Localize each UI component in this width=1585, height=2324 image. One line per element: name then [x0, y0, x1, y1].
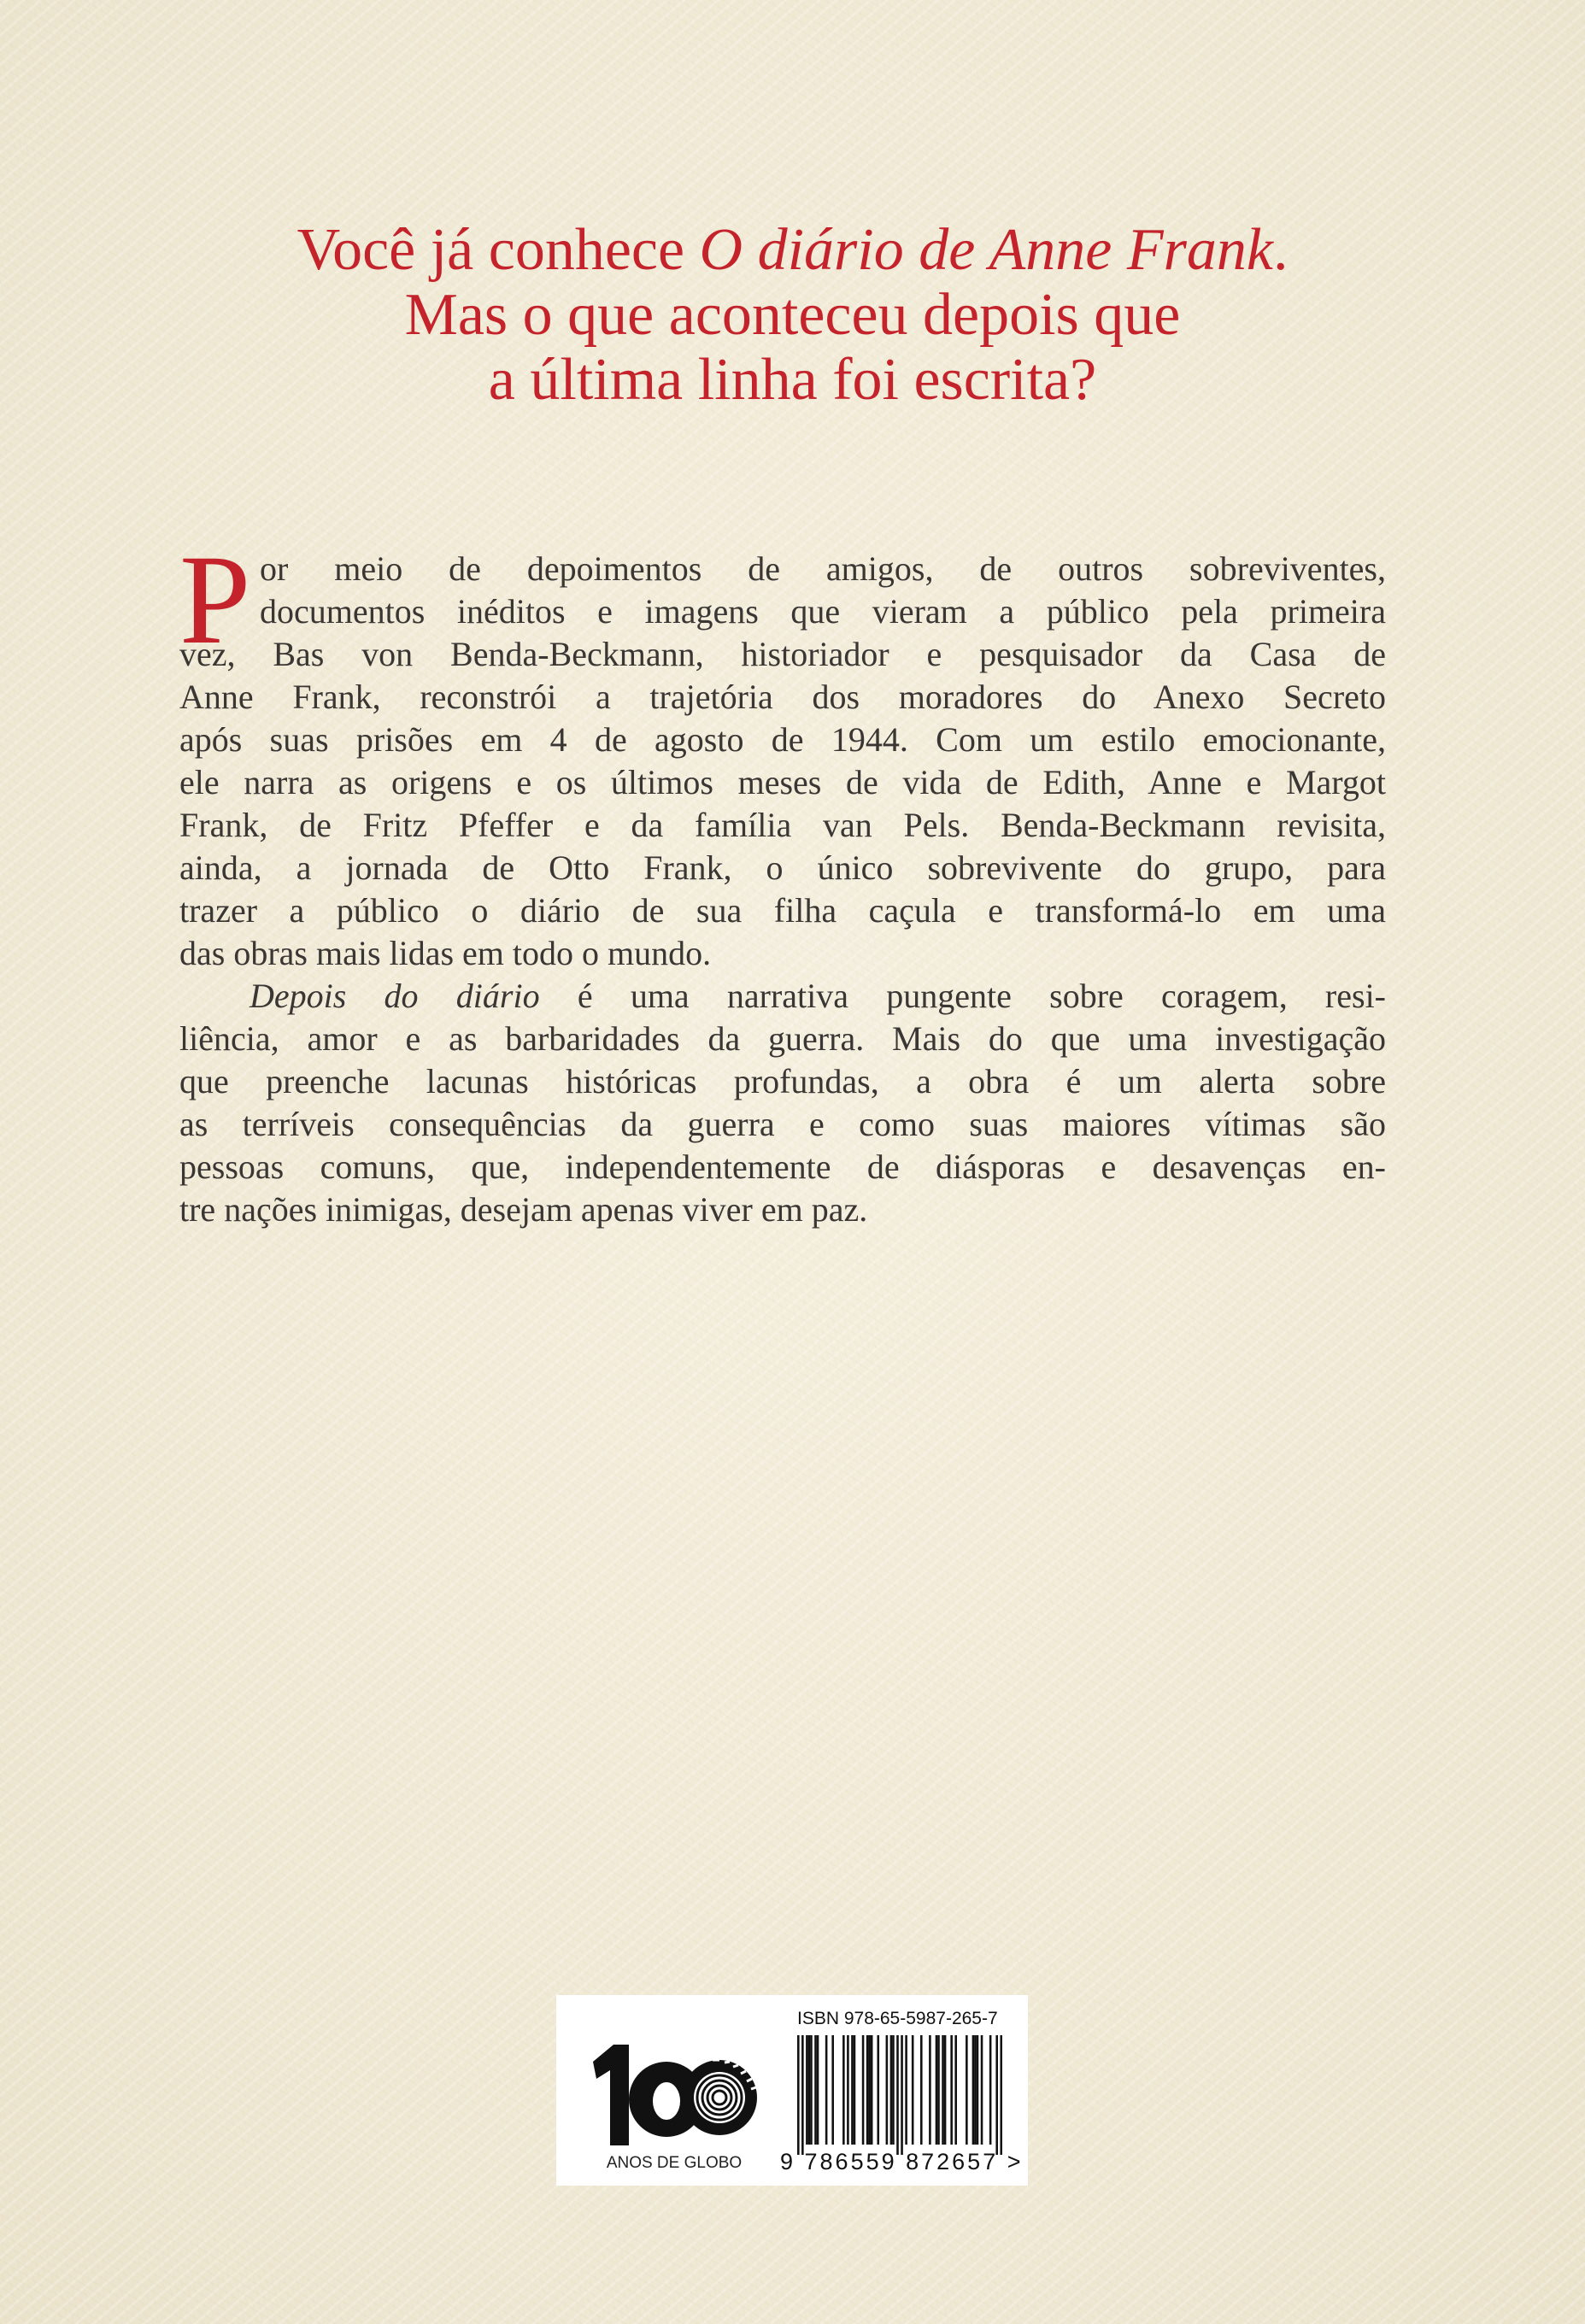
barcode-bar [801, 2035, 804, 2155]
headline-line-2: Mas o que aconteceu depois que [404, 282, 1181, 348]
barcode-bar [977, 2035, 979, 2145]
synopsis [179, 529, 1387, 1231]
barcode-bar [868, 2035, 871, 2145]
barcode-bar [954, 2035, 957, 2145]
barcode-bar [825, 2035, 828, 2145]
barcode-bar [866, 2035, 869, 2145]
barcode-bar [981, 2035, 983, 2145]
barcode-bar [995, 2035, 998, 2155]
paragraph-2-first-line-rest: é uma narrativa pungente sobre coragem, resi- [539, 977, 1387, 1015]
barcode-bar [842, 2035, 845, 2145]
barcode-bar [972, 2035, 975, 2145]
headline [0, 218, 1585, 413]
barcode-bar [877, 2035, 879, 2145]
barcode-bar [966, 2035, 968, 2145]
barcode [797, 2035, 1002, 2155]
barcode-box [556, 1995, 1028, 2186]
barcode-bar [936, 2035, 938, 2145]
barcode-bar [854, 2035, 856, 2145]
barcode-bar [929, 2035, 931, 2145]
paragraph-1-line: Frank, de Fritz Pfeffer e da família van Pels. Benda-Beckmann revisita, [179, 806, 1386, 844]
paragraph-1-line: das obras mais lidas em todo o mundo. [179, 934, 712, 972]
paragraph-1-line: vez, Bas von Benda-Beckmann, historiador e pesquisador da Casa de [179, 635, 1386, 673]
barcode-bar [862, 2035, 865, 2145]
barcode-bar [989, 2035, 992, 2145]
barcode-bar [912, 2035, 914, 2145]
barcode-bar [847, 2035, 849, 2145]
paragraph-2-line: que preenche lacunas históricas profundas, a obra é um alerta sobre [179, 1062, 1386, 1100]
paragraph-2-first-line [179, 975, 1386, 1018]
barcode-bar [797, 2035, 800, 2155]
paragraph-1-line: ele narra as origens e os últimos meses de vida de Edith, Anne e Margot [179, 763, 1386, 801]
barcode-bar [817, 2035, 819, 2145]
barcode-bar [974, 2035, 977, 2145]
headline-book-title: O diário de Anne Frank [699, 217, 1273, 283]
barcode-bar [1000, 2035, 1002, 2155]
barcode-bar [944, 2035, 947, 2145]
headline-line-3: a última linha foi escrita? [488, 347, 1097, 413]
barcode-bar [905, 2035, 907, 2145]
paragraph-1-line: ainda, a jornada de Otto Frank, o único sobrevivente do grupo, para [179, 848, 1386, 887]
headline-suffix: . [1272, 217, 1289, 283]
globo-100-logo [584, 2029, 764, 2174]
barcode-bar [808, 2035, 811, 2145]
drop-cap: P [179, 529, 251, 671]
barcode-bar [871, 2035, 873, 2145]
barcode-bar [942, 2035, 944, 2145]
barcode-bar [896, 2035, 899, 2155]
barcode-bar [831, 2035, 834, 2145]
paragraph-1-line: trazer a público o diário de sua filha caçula e transformá-lo em uma [179, 891, 1386, 930]
headline-prefix: Você já conhece [296, 217, 700, 283]
barcode-bar [950, 2035, 953, 2145]
barcode-bar [890, 2035, 893, 2145]
barcode-digits: 9 786559 872657 > [780, 2149, 1024, 2174]
barcode-bar [806, 2035, 808, 2145]
barcode-bar [810, 2035, 813, 2145]
paragraph-2-line: pessoas comuns, que, independentemente de diásporas e desavenças en- [179, 1147, 1386, 1186]
paragraph-2-line: as terríveis consequências da guerra e como suas maiores vítimas são [179, 1105, 1386, 1143]
globo-100-logo-icon [584, 2029, 764, 2149]
logo-caption: ANOS DE GLOBO [606, 2154, 743, 2172]
paragraph-1-line: após suas prisões em 4 de agosto de 1944. Com um estilo emocionante, [179, 720, 1386, 759]
barcode-bar [851, 2035, 854, 2145]
headline-line-1 [0, 218, 1585, 283]
barcode-bar [901, 2035, 903, 2155]
barcode-bar [886, 2035, 889, 2145]
paragraph-1-line: documentos inéditos e imagens que vieram a público pela primeira [260, 592, 1386, 631]
paragraph-2-book-title: Depois do diário [249, 977, 540, 1015]
isbn-label: ISBN 978-65-5987-265-7 [797, 2009, 998, 2028]
barcode-bar [892, 2035, 895, 2145]
barcode-bar [937, 2035, 940, 2145]
paragraph-2-line: tre nações inimigas, desejam apenas viver em paz. [179, 1190, 868, 1229]
barcode-bar [920, 2035, 923, 2145]
paragraph-1-line: Anne Frank, reconstrói a trajetória dos moradores do Anexo Secreto [179, 678, 1386, 716]
paragraph-2-line: liência, amor e as barbaridades da guerra. Mais do que uma investigação [179, 1019, 1386, 1058]
paragraph-1-line: or meio de depoimentos de amigos, de outros sobreviventes, [260, 549, 1386, 588]
barcode-bar [814, 2035, 817, 2145]
